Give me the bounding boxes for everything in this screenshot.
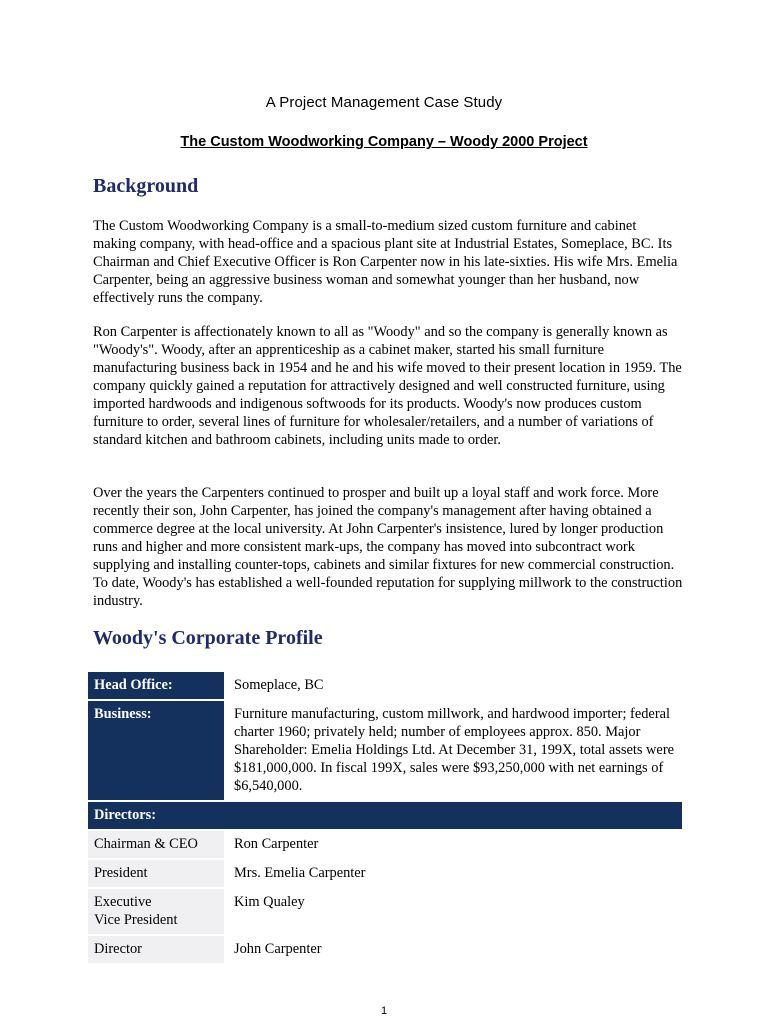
head-office-label: Head Office: xyxy=(88,672,224,699)
table-row-director xyxy=(88,860,682,887)
background-paragraph-3: Over the years the Carpenters continued to prosper and built up a loyal staff and work force. More recently their son, John Carpenter, has joined the company's management after having obtained a commerce degree at the local university. At John Carpenter's insistence, lured by longer production runs and higher and more consistent mark-ups, the company has moved into subcontract work supplying and installing counter-tops, cabinets and similar fixtures for new commercial construction. To date, Woody's has established a well-founded reputation for supplying millwork to the construction industry. xyxy=(93,485,683,609)
table-row-director xyxy=(88,889,682,934)
directors-label: Directors: xyxy=(88,802,682,829)
corporate-profile-heading: Woody's Corporate Profile xyxy=(93,627,323,649)
table-row-business xyxy=(88,701,682,800)
director-role: Director xyxy=(88,936,224,963)
director-role: Chairman & CEO xyxy=(88,831,224,858)
director-name: Ron Carpenter xyxy=(224,831,682,858)
background-paragraph-1: The Custom Woodworking Company is a small-to-medium sized custom furniture and cabinet making company, with head-office and a spacious plant site at Industrial Estates, Someplace, BC. Its Chairman and Chief Executive Officer is Ron Carpenter now in his late-sixties. His wife Mrs. Emelia Carpenter, being an aggressive business woman and somewhat younger than her husband, now effectively runs the company. xyxy=(93,218,678,306)
table-row-directors-header xyxy=(88,802,682,829)
business-label: Business: xyxy=(88,701,224,800)
director-role: President xyxy=(88,860,224,887)
corporate-profile-table xyxy=(88,670,682,965)
background-heading: Background xyxy=(93,175,199,197)
background-paragraph-2: Ron Carpenter is affectionately known to all as "Woody" and so the company is generally known as "Woody's". Woody, after an apprenticeship as a cabinet maker, started his small furniture manufacturing business back in 1954 and he and his wife moved to their present location in 1959. The company quickly gained a reputation for attractively designed and well constructed furniture, using imported hardwoods and indigenous softwoods for its products. Woody's now produces custom furniture to order, several lines of furniture for wholesaler/retailers, and a number of variations of standard kitchen and bathroom cabinets, including units made to order. xyxy=(93,324,682,448)
head-office-value: Someplace, BC xyxy=(224,672,682,699)
table-row-director xyxy=(88,936,682,963)
document-title: A Project Management Case Study xyxy=(265,94,503,111)
document-subtitle: The Custom Woodworking Company – Woody 2000 Project xyxy=(180,134,588,150)
director-role: Executive Vice President xyxy=(88,889,224,934)
business-value: Furniture manufacturing, custom millwork, and hardwood importer; federal charter 1960; privately held; number of employees approx. 850. Major Shareholder: Emelia Holdings Ltd. At December 31, 199X, total assets were $181,000,000. In fiscal 199X, sales were $93,250,000 with net earnings of $6,540,000. xyxy=(224,701,682,800)
table-row-head-office xyxy=(88,672,682,699)
page-number: 1 xyxy=(380,1005,388,1017)
director-name: John Carpenter xyxy=(224,936,682,963)
director-name: Mrs. Emelia Carpenter xyxy=(224,860,682,887)
table-row-director xyxy=(88,831,682,858)
director-name: Kim Qualey xyxy=(224,889,682,934)
